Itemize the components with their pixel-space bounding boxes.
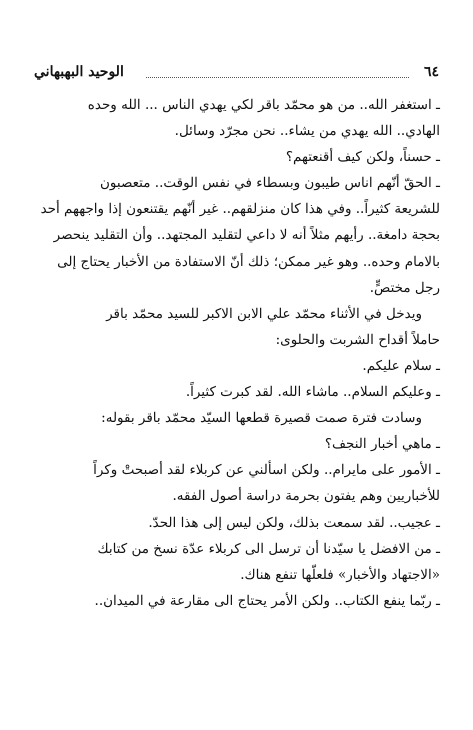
text-line: ـ وعليكم السلام.. ماشاء الله. لقد كبرت كثيراً. <box>185 384 440 401</box>
text-line: ويدخل في الأثناء محمّد علي الابن الاكبر للسيد محمّد باقر <box>106 305 422 322</box>
text-line: ـ عجيب.. لقد سمعت بذلك، ولكن ليس إلى هذا الحدّ. <box>148 514 440 531</box>
text-line: ـ ربّما ينفع الكتاب.. ولكن الأمر يحتاج الى مقارعة في الميدان.. <box>94 592 440 609</box>
text-line: بالامام وحده.. وهو غير ممكن؛ ذلك أنّ الاستفادة من الأخبار يحتاج إلى <box>57 253 440 270</box>
text-line: حاملاً أقداح الشربت والحلوى: <box>275 331 440 348</box>
text-line: ـ استغفر الله.. من هو محمّد باقر لكي يهدي الناس ... الله وحده <box>87 97 440 113</box>
text-line: للشريعة كثيراً.. وفي هذا كان منزلقهم.. غير أنّهم يقتنعون إذا واجههم أحد <box>40 201 440 218</box>
text-line: بحجة دامغة.. رأيهم مثلاً أنه لا داعي لتقليد المجتهد.. وأن التقليد ينحصر <box>53 227 440 244</box>
page-number: ٦٤ <box>423 64 439 80</box>
page-header <box>34 64 439 86</box>
text-line: «الاجتهاد والأخبار» فلعلّها تنفع هناك. <box>240 566 440 583</box>
text-line: الهادي.. الله يهدي من يشاء.. نحن مجرّد وسائل. <box>174 123 440 140</box>
running-title: الوحيد البهبهاني <box>34 64 124 80</box>
body-text <box>34 92 440 614</box>
text-line: ـ حسناً، ولكن كيف أقنعتهم؟ <box>285 149 440 166</box>
text-line: للأخباريين وهم يفتون بحرمة دراسة أصول الفقه. <box>172 488 440 505</box>
header-dotted-leader <box>146 77 409 78</box>
text-line: ـ ماهي أخبار النجف؟ <box>324 436 440 453</box>
text-line: رجل مختصٍّ. <box>369 279 440 296</box>
text-line: ـ الأمور على مايرام.. ولكن اسألني عن كربلاء لقد أصبحتْ وكراً <box>93 462 440 479</box>
text-line: ـ سلام عليكم. <box>362 357 440 374</box>
text-line: ـ من الافضل يا سيّدنا أن ترسل الى كربلاء عدّة نسخ من كتابك <box>97 540 440 557</box>
text-line: وسادت فترة صمت قصيرة قطعها السيّد محمّد باقر بقوله: <box>101 410 422 427</box>
text-line: ـ الحقّ أنّهم اناس طيبون وبسطاء في نفس الوقت.. متعصبون <box>100 175 440 192</box>
